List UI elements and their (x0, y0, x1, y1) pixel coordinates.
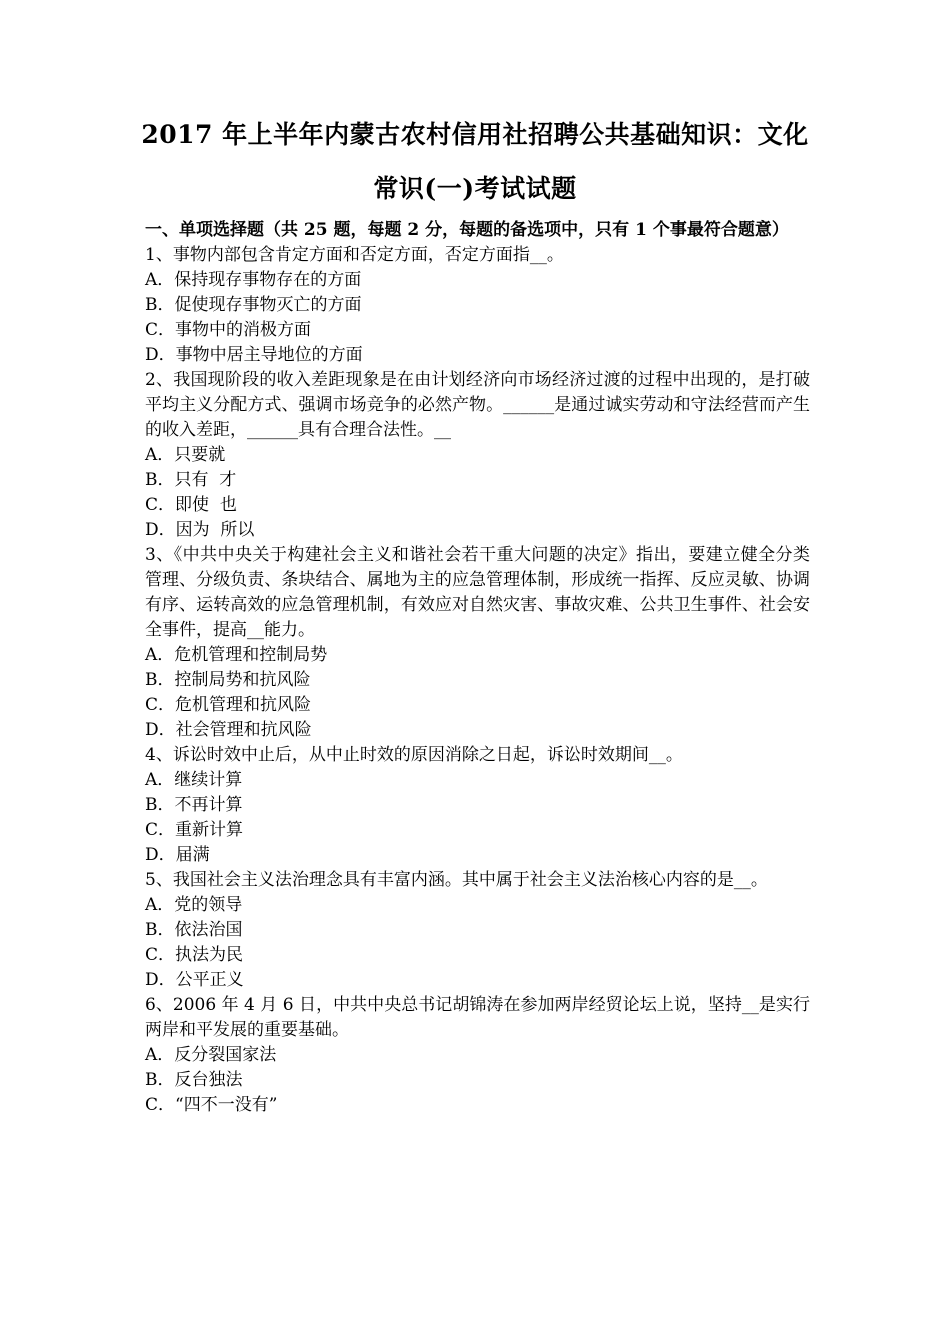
option-b: B．促使现存事物灭亡的方面 (145, 295, 362, 315)
question-text: 2、我国现阶段的收入差距现象是在由计划经济向市场经济过渡的过程中出现的，是打破平均主义分配方式、强调市场竞争的必然产物。______是通过诚实劳动和守法经营而产生的收入差距，______具有合理合法性。__ (145, 370, 810, 440)
option-c: C．“四不一没有” (145, 1095, 278, 1115)
option-c: C．执法为民 (145, 945, 244, 965)
document-title-line-1: 2017 年上半年内蒙古农村信用社招聘公共基础知识：文化 (141, 120, 809, 149)
option-a: A．继续计算 (145, 770, 243, 790)
option-c: C．重新计算 (145, 820, 244, 840)
option-d: D．公平正义 (145, 970, 244, 990)
section-heading: 一、单项选择题（共 25 题，每题 2 分，每题的备选项中，只有 1 个事最符合题意） (145, 220, 789, 240)
question-4 (145, 743, 810, 868)
document-body (145, 218, 810, 1118)
question-text: 6、2006 年 4 月 6 日，中共中央总书记胡锦涛在参加两岸经贸论坛上说，坚持__是实行两岸和平发展的重要基础。 (145, 995, 810, 1040)
option-b: B．只有 才 (145, 470, 237, 490)
question-text: 3、《中共中央关于构建社会主义和谐社会若干重大问题的决定》指出，要建立健全分类管理、分级负责、条块结合、属地为主的应急管理体制，形成统一指挥、反应灵敏、协调有序、运转高效的应急管理机制，有效应对自然灾害、事故灾难、公共卫生事件、社会安全事件，提高__能力。 (145, 545, 810, 640)
option-b: B．控制局势和抗风险 (145, 670, 311, 690)
option-d: D．社会管理和抗风险 (145, 720, 312, 740)
option-d: D．因为 所以 (145, 520, 255, 540)
question-1 (145, 243, 810, 368)
question-text: 5、我国社会主义法治理念具有丰富内涵。其中属于社会主义法治核心内容的是__。 (145, 870, 768, 890)
option-a: A．党的领导 (145, 895, 243, 915)
option-c: C．危机管理和抗风险 (145, 695, 312, 715)
option-c: C．即使 也 (145, 495, 237, 515)
question-text: 4、诉讼时效中止后，从中止时效的原因消除之日起，诉讼时效期间__。 (145, 745, 683, 765)
question-2 (145, 368, 810, 543)
option-a: A．保持现存事物存在的方面 (145, 270, 362, 290)
question-3 (145, 543, 810, 743)
option-a: A．危机管理和控制局势 (145, 645, 328, 665)
option-b: B．不再计算 (145, 795, 243, 815)
question-6 (145, 993, 810, 1118)
question-5 (145, 868, 810, 993)
option-d: D．事物中居主导地位的方面 (145, 345, 363, 365)
option-b: B．反台独法 (145, 1070, 243, 1090)
option-b: B．依法治国 (145, 920, 243, 940)
option-a: A．反分裂国家法 (145, 1045, 277, 1065)
option-a: A．只要就 (145, 445, 226, 465)
document-title-line-2: 常识(一)考试试题 (373, 174, 577, 203)
option-d: D．届满 (145, 845, 210, 865)
option-c: C．事物中的消极方面 (145, 320, 312, 340)
question-text: 1、事物内部包含肯定方面和否定方面，否定方面指__。 (145, 245, 564, 265)
